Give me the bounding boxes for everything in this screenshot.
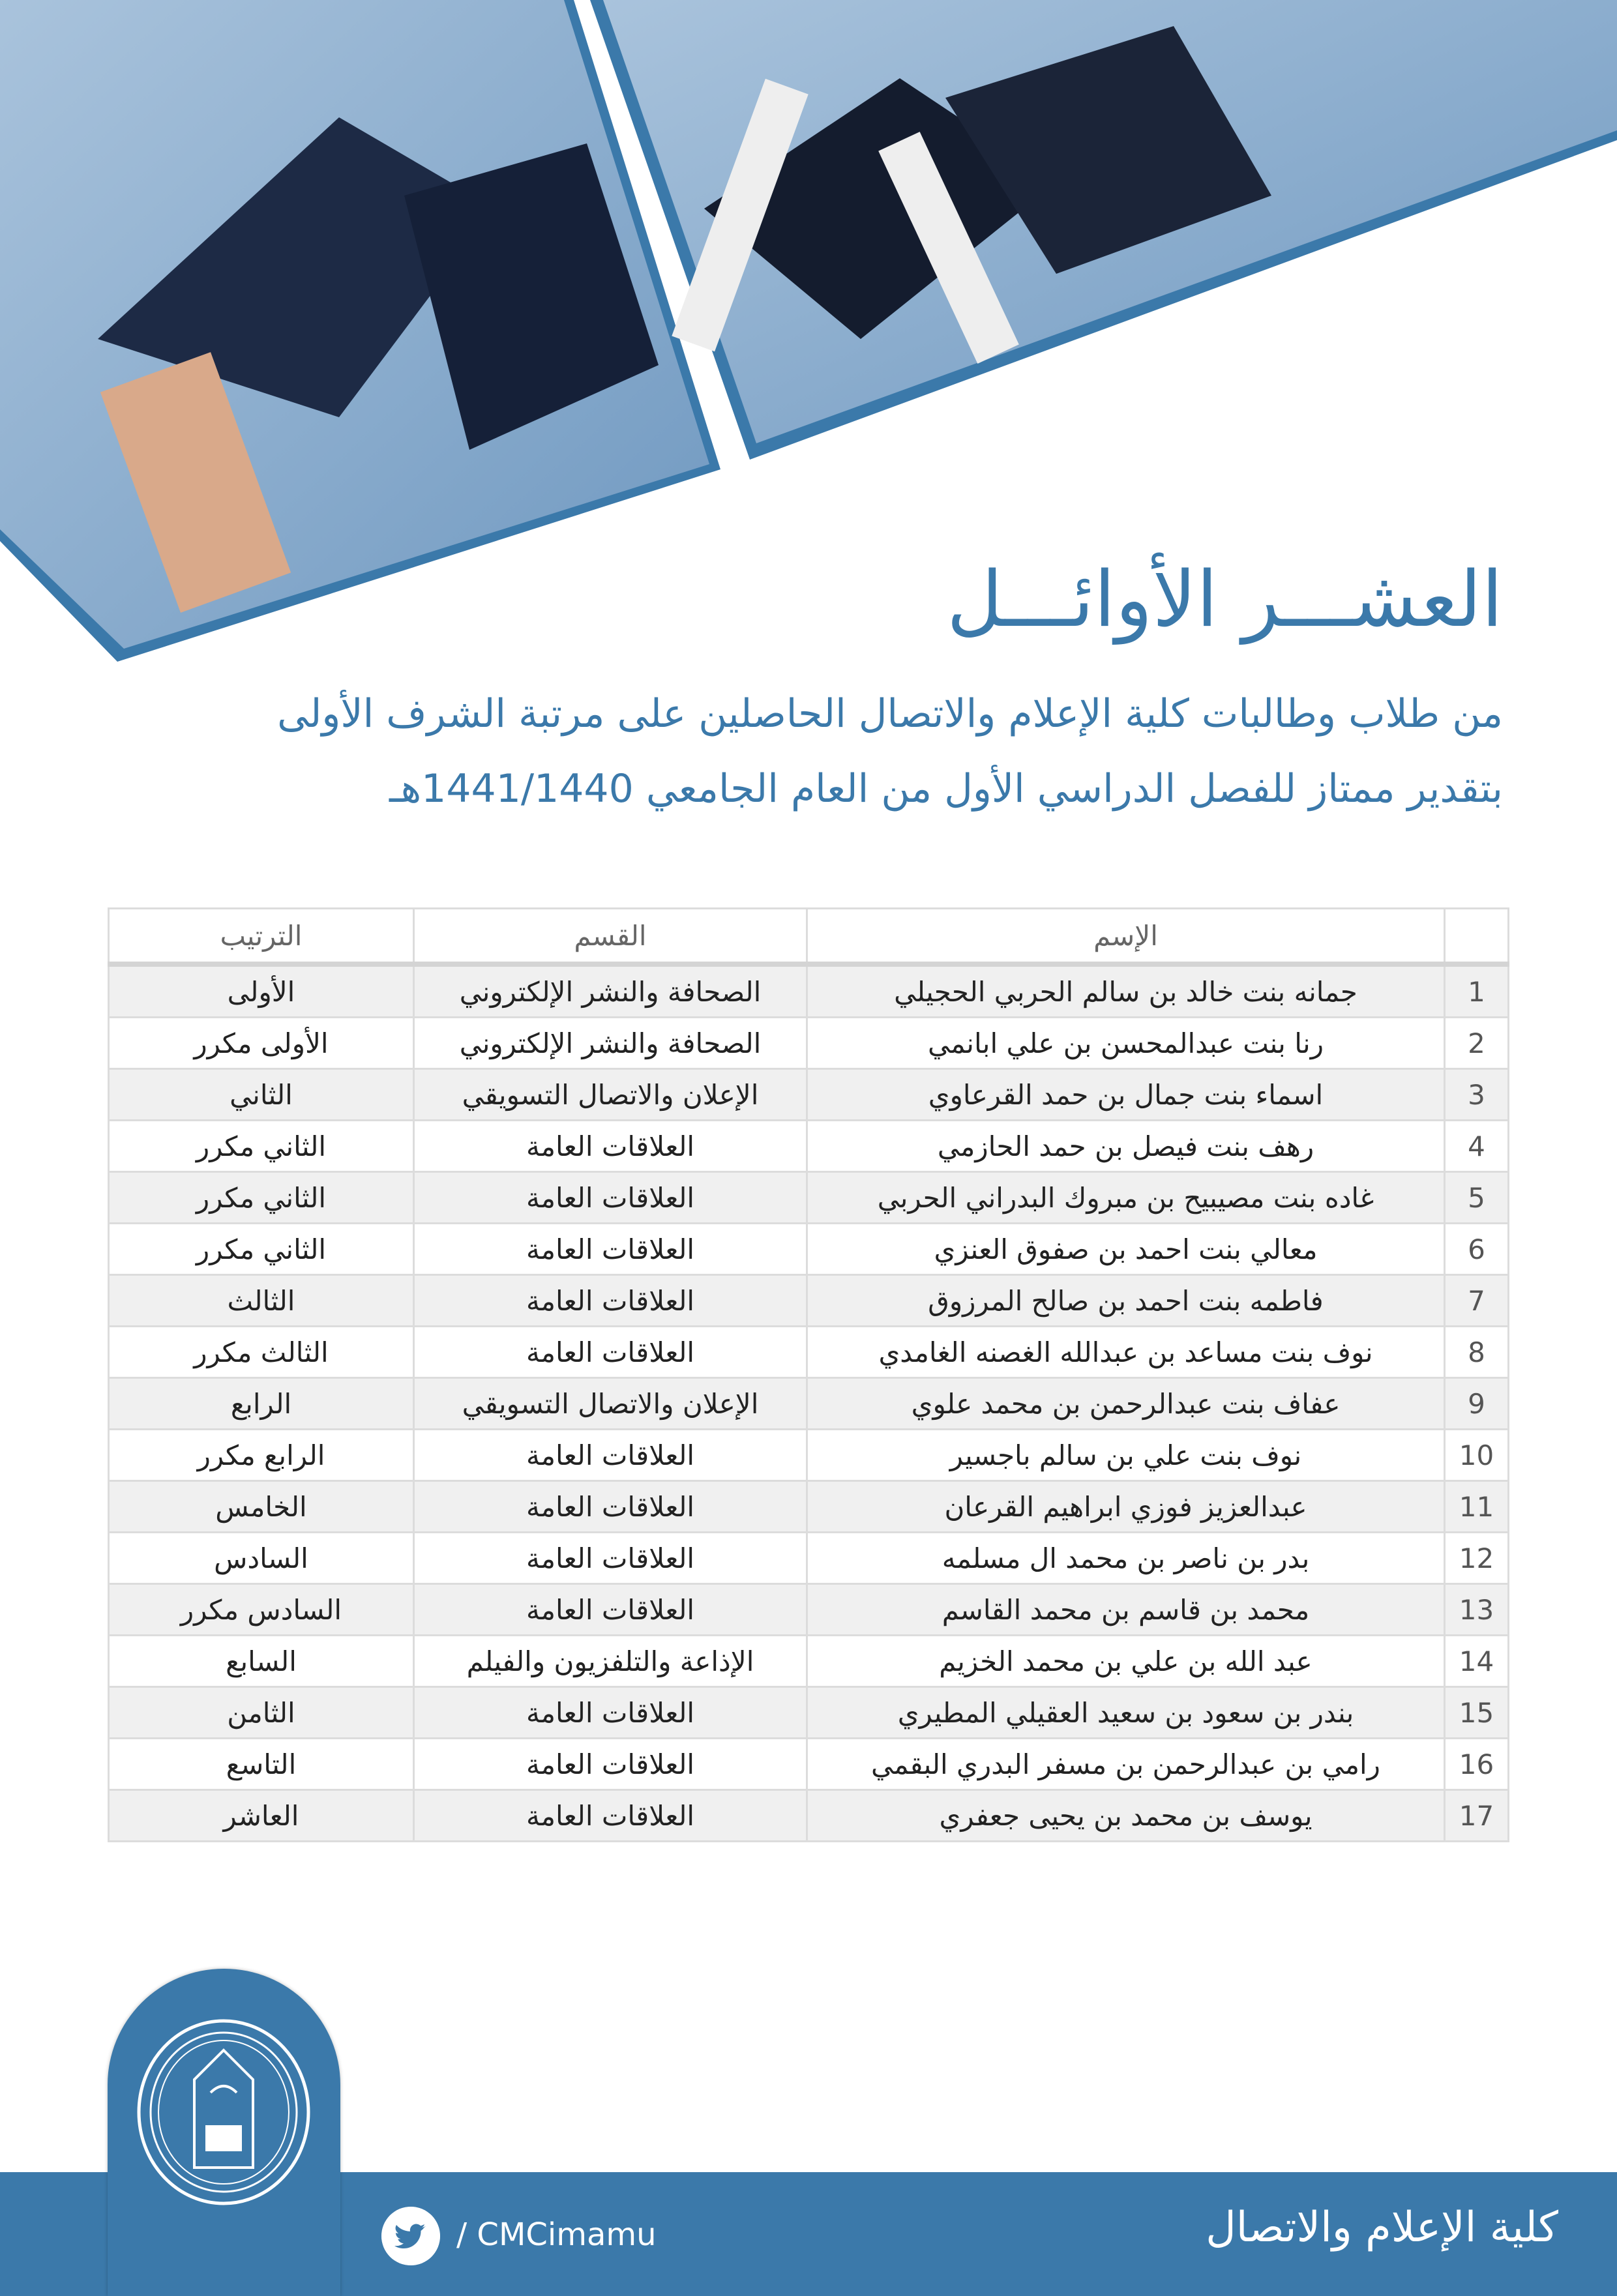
department: الإعلان والاتصال التسويقي: [414, 1069, 807, 1121]
department: العلاقات العامة: [414, 1687, 807, 1739]
header-department: القسم: [414, 909, 807, 965]
row-number: 9: [1445, 1378, 1509, 1430]
student-name: يوسف بن محمد بن يحيى جعفري: [807, 1790, 1445, 1842]
rank: الثاني مكرر: [109, 1172, 414, 1224]
row-number: 11: [1445, 1481, 1509, 1533]
college-name: كلية الإعلام والاتصال: [1206, 2203, 1558, 2252]
rank: العاشر: [109, 1790, 414, 1842]
student-name: رامي بن عبدالرحمن بن مسفر البدري البقمي: [807, 1739, 1445, 1790]
student-name: عفاف بنت عبدالرحمن بن محمد علوي: [807, 1378, 1445, 1430]
subtitle-line-2: بتقدير ممتاز للفصل الدراسي الأول من العام الجامعي 1441/1440هـ: [389, 766, 1503, 812]
row-number: 7: [1445, 1275, 1509, 1327]
table-row: [109, 1687, 1509, 1739]
department: العلاقات العامة: [414, 1224, 807, 1275]
row-number: 12: [1445, 1533, 1509, 1584]
department: العلاقات العامة: [414, 1327, 807, 1378]
student-name: بندر بن سعود بن سعيد العقيلي المطيري: [807, 1687, 1445, 1739]
rank: التاسع: [109, 1739, 414, 1790]
table-row: [109, 1636, 1509, 1687]
university-seal-logo: [132, 2014, 315, 2210]
rank: السابع: [109, 1636, 414, 1687]
rank: الثالث مكرر: [109, 1327, 414, 1378]
table-row: [109, 1481, 1509, 1533]
student-name: اسماء بنت جمال بن حمد القرعاوي: [807, 1069, 1445, 1121]
rank: الخامس: [109, 1481, 414, 1533]
table-row: [109, 1121, 1509, 1172]
row-number: 16: [1445, 1739, 1509, 1790]
page-title: العشـــر الأوائـــل: [946, 554, 1503, 644]
department: العلاقات العامة: [414, 1275, 807, 1327]
row-number: 15: [1445, 1687, 1509, 1739]
rank: الثامن: [109, 1687, 414, 1739]
rank: الثالث: [109, 1275, 414, 1327]
row-number: 3: [1445, 1069, 1509, 1121]
student-name: بدر بن ناصر بن محمد ال مسلمه: [807, 1533, 1445, 1584]
table-row: [109, 1172, 1509, 1224]
student-name: عبد الله بن علي بن محمد الخزيم: [807, 1636, 1445, 1687]
student-name: عبدالعزيز فوزي ابراهيم القرعان: [807, 1481, 1445, 1533]
department: الصحافة والنشر الإلكتروني: [414, 964, 807, 1018]
department: الصحافة والنشر الإلكتروني: [414, 1018, 807, 1069]
rank: الأولى: [109, 964, 414, 1018]
department: العلاقات العامة: [414, 1739, 807, 1790]
row-number: 13: [1445, 1584, 1509, 1636]
student-name: نوف بنت علي بن سالم باجسير: [807, 1430, 1445, 1481]
rank: الرابع: [109, 1378, 414, 1430]
student-name: غاده بنت مصيبيح بن مبروك البدراني الحربي: [807, 1172, 1445, 1224]
twitter-handle[interactable]: / CMCimamu: [456, 2216, 657, 2253]
rank: السادس مكرر: [109, 1584, 414, 1636]
header-number: [1445, 909, 1509, 965]
row-number: 14: [1445, 1636, 1509, 1687]
row-number: 4: [1445, 1121, 1509, 1172]
table-row: [109, 1430, 1509, 1481]
row-number: 17: [1445, 1790, 1509, 1842]
table-row: [109, 1327, 1509, 1378]
rank: الثاني مكرر: [109, 1224, 414, 1275]
student-name: معالي بنت احمد بن صفوق العنزي: [807, 1224, 1445, 1275]
department: الإذاعة والتلفزيون والفيلم: [414, 1636, 807, 1687]
table-row: [109, 1584, 1509, 1636]
rank: السادس: [109, 1533, 414, 1584]
rank: الثاني: [109, 1069, 414, 1121]
table-row: [109, 1069, 1509, 1121]
department: العلاقات العامة: [414, 1172, 807, 1224]
student-name: فاطمه بنت احمد بن صالح المرزوق: [807, 1275, 1445, 1327]
subtitle-line-1: من طلاب وطالبات كلية الإعلام والاتصال الحاصلين على مرتبة الشرف الأولى: [277, 691, 1503, 737]
student-name: نوف بنت مساعد بن عبدالله الغصنه الغامدي: [807, 1327, 1445, 1378]
rank: الأولى مكرر: [109, 1018, 414, 1069]
header-name: الإسم: [807, 909, 1445, 965]
table-row: [109, 1275, 1509, 1327]
department: الإعلان والاتصال التسويقي: [414, 1378, 807, 1430]
rank: الرابع مكرر: [109, 1430, 414, 1481]
row-number: 8: [1445, 1327, 1509, 1378]
student-name: رنا بنت عبدالمحسن بن علي ابانمي: [807, 1018, 1445, 1069]
department: العلاقات العامة: [414, 1790, 807, 1842]
honors-table: [108, 907, 1509, 1842]
row-number: 1: [1445, 964, 1509, 1018]
row-number: 2: [1445, 1018, 1509, 1069]
student-name: محمد بن قاسم بن محمد القاسم: [807, 1584, 1445, 1636]
department: العلاقات العامة: [414, 1584, 807, 1636]
logo-panel: [108, 1969, 340, 2296]
twitter-icon[interactable]: [381, 2207, 440, 2265]
department: العلاقات العامة: [414, 1533, 807, 1584]
department: العلاقات العامة: [414, 1481, 807, 1533]
row-number: 10: [1445, 1430, 1509, 1481]
department: العلاقات العامة: [414, 1430, 807, 1481]
rank: الثاني مكرر: [109, 1121, 414, 1172]
header-rank: الترتيب: [109, 909, 414, 965]
table-row: [109, 1018, 1509, 1069]
table-row: [109, 1790, 1509, 1842]
student-name: جمانه بنت خالد بن سالم الحربي الحجيلي: [807, 964, 1445, 1018]
department: العلاقات العامة: [414, 1121, 807, 1172]
row-number: 5: [1445, 1172, 1509, 1224]
row-number: 6: [1445, 1224, 1509, 1275]
table-row: [109, 1533, 1509, 1584]
table-header-row: [109, 909, 1509, 965]
table-row: [109, 1739, 1509, 1790]
table-row: [109, 964, 1509, 1018]
table-row: [109, 1224, 1509, 1275]
student-name: رهف بنت فيصل بن حمد الحازمي: [807, 1121, 1445, 1172]
table-row: [109, 1378, 1509, 1430]
